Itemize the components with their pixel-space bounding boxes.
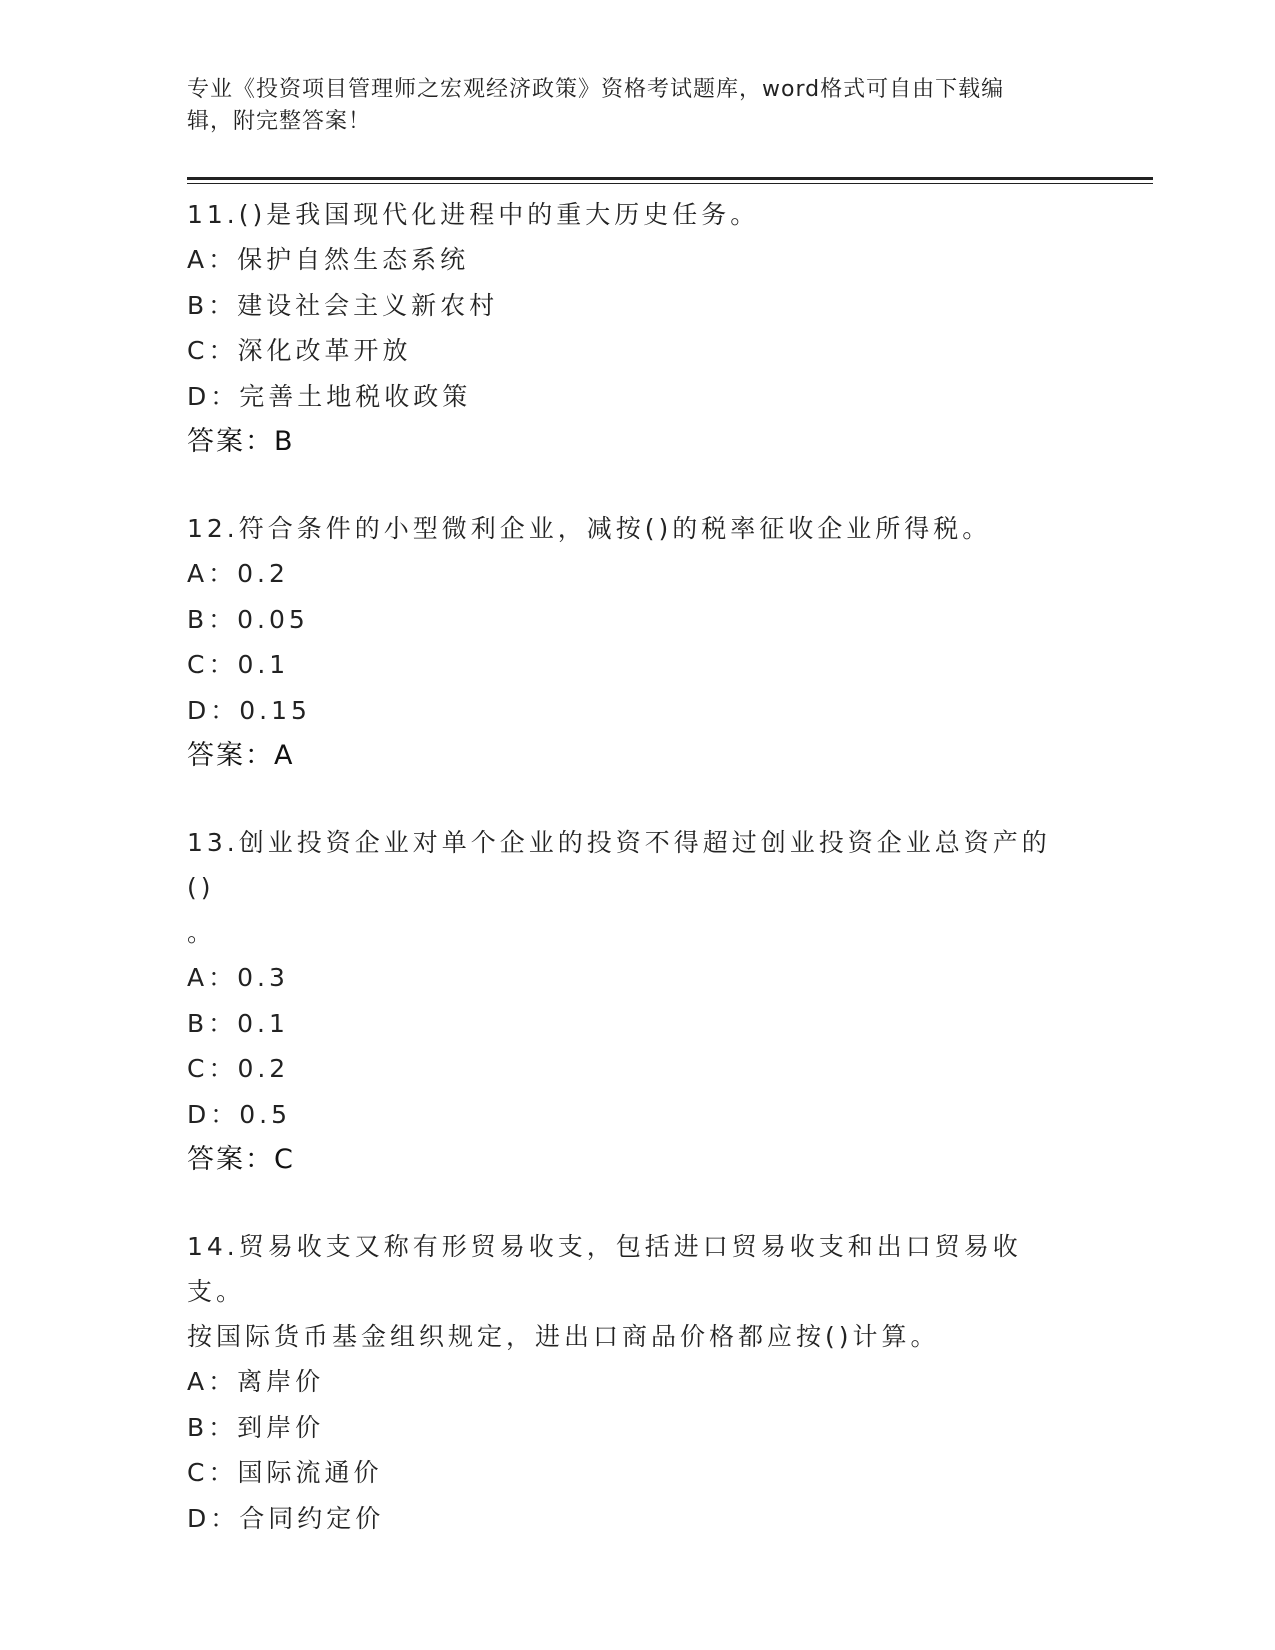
- option-d: D：合同约定价: [187, 1503, 385, 1533]
- option-c: C：0.2: [187, 1054, 290, 1083]
- header-divider-thick: [187, 177, 1153, 180]
- option-c: C：0.1: [187, 650, 290, 679]
- question-stem-continuation: 按国际货币基金组织规定，进出口商品价格都应按()计算。: [187, 1322, 940, 1351]
- question-list: [187, 192, 1077, 1583]
- option-c: C：深化改革开放: [187, 336, 412, 365]
- question-stem: 11.()是我国现代化进程中的重大历史任务。: [187, 200, 760, 229]
- question-stem: 13.创业投资企业对单个企业的投资不得超过创业投资企业总资产的(): [187, 828, 1051, 902]
- question-stem: 12.符合条件的小型微利企业，减按()的税率征收企业所得税。: [187, 514, 992, 543]
- option-a: A：0.3: [187, 963, 289, 992]
- question-stem: 14.贸易收支又称有形贸易收支，包括进口贸易收支和出口贸易收支。: [187, 1232, 1022, 1306]
- header-divider-thin: [187, 183, 1153, 184]
- option-b: B：建设社会主义新农村: [187, 290, 499, 320]
- document-header: [187, 74, 1067, 138]
- answer-line: 答案：B: [187, 426, 295, 457]
- option-a: A：保护自然生态系统: [187, 245, 470, 274]
- question-14: [187, 1224, 1077, 1541]
- option-c: C：国际流通价: [187, 1458, 383, 1487]
- option-d: D：0.5: [187, 1099, 292, 1129]
- question-12: [187, 506, 1077, 778]
- option-d: D：完善土地税收政策: [187, 381, 472, 411]
- header-line-1: 专业《投资项目管理师之宏观经济政策》资格考试题库，word格式可自由下载编: [187, 77, 1005, 102]
- question-stem-continuation: 。: [187, 918, 217, 947]
- option-b: B：0.1: [187, 1008, 289, 1038]
- option-a: A：离岸价: [187, 1367, 325, 1396]
- question-13: [187, 820, 1077, 1182]
- option-d: D：0.15: [187, 695, 311, 725]
- answer-line: 答案：C: [187, 1144, 295, 1175]
- option-a: A：0.2: [187, 559, 289, 588]
- option-b: B：0.05: [187, 604, 309, 634]
- header-line-2: 辑，附完整答案！: [187, 109, 372, 134]
- question-11: [187, 192, 1077, 464]
- answer-line: 答案：A: [187, 740, 295, 771]
- option-b: B：到岸价: [187, 1412, 325, 1442]
